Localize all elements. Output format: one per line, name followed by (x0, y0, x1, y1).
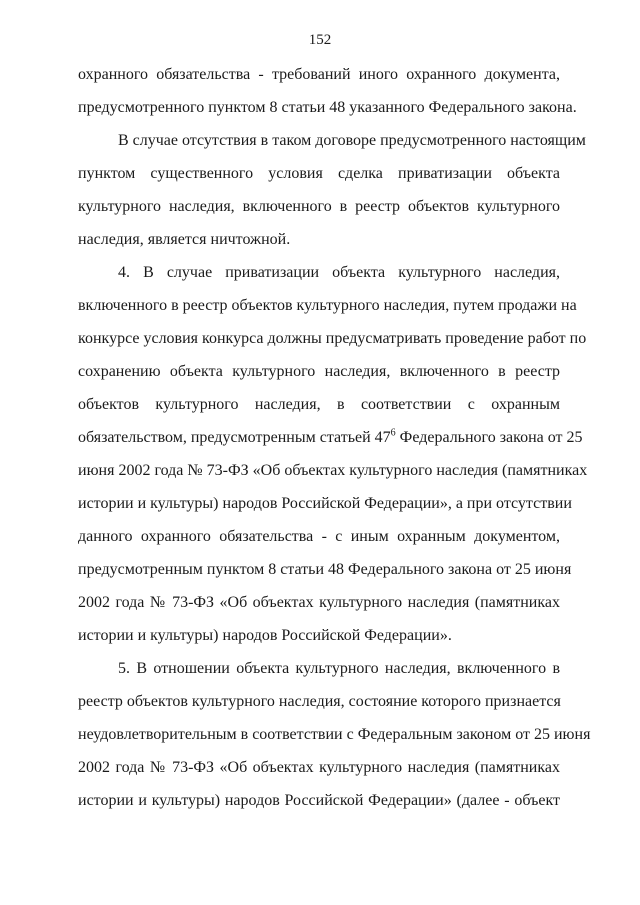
paragraph-first-line: 5. В отношении объекта культурного наследия, включенного в (118, 660, 560, 677)
text-line: сохранению объекта культурного наследия, включенного в реестр (78, 363, 560, 380)
text-line: предусмотренного пунктом 8 статьи 48 указанного Федерального закона. (78, 99, 577, 116)
text-line: реестр объектов культурного наследия, состояние которого признается (78, 693, 561, 710)
text-line: истории и культуры) народов Российской Федерации» (далее - объект (78, 792, 560, 809)
text-line: истории и культуры) народов Российской Федерации». (78, 627, 452, 644)
text-line: культурного наследия, включенного в реестр объектов культурного (78, 198, 560, 215)
superscript: 6 (390, 427, 396, 439)
text-line: истории и культуры) народов Российской Федерации», а при отсутствии (78, 495, 572, 512)
text-line: объектов культурного наследия, в соответствии с охранным (78, 396, 560, 413)
text-line: включенного в реестр объектов культурного наследия, путем продажи на (78, 297, 577, 314)
text-line: неудовлетворительным в соответствии с Федеральным законом от 25 июня (78, 726, 591, 743)
page-number: 152 (308, 32, 332, 48)
paragraph-first-line: В случае отсутствия в таком договоре предусмотренного настоящим (118, 132, 586, 149)
text-line (78, 427, 583, 448)
text-line: охранного обязательства - требований иного охранного документа, (78, 66, 560, 83)
text-fragment: обязательством, предусмотренным статьей 47 (78, 429, 391, 446)
text-line: пунктом существенного условия сделка приватизации объекта (78, 165, 560, 182)
text-line: предусмотренным пунктом 8 статьи 48 Федерального закона от 25 июня (78, 561, 572, 578)
text-line: конкурсе условия конкурса должны предусматривать проведение работ по (78, 330, 587, 347)
text-line: июня 2002 года № 73-ФЗ «Об объектах культурного наследия (памятниках (78, 462, 588, 479)
paragraph-first-line: 4. В случае приватизации объекта культурного наследия, (118, 264, 560, 281)
text-line: данного охранного обязательства - с иным охранным документом, (78, 528, 560, 545)
text-line: 2002 года № 73-ФЗ «Об объектах культурного наследия (памятниках (78, 594, 560, 611)
text-fragment: Федерального закона от 25 (395, 429, 583, 446)
text-line: 2002 года № 73-ФЗ «Об объектах культурного наследия (памятниках (78, 759, 560, 776)
text-line: наследия, является ничтожной. (78, 231, 291, 248)
